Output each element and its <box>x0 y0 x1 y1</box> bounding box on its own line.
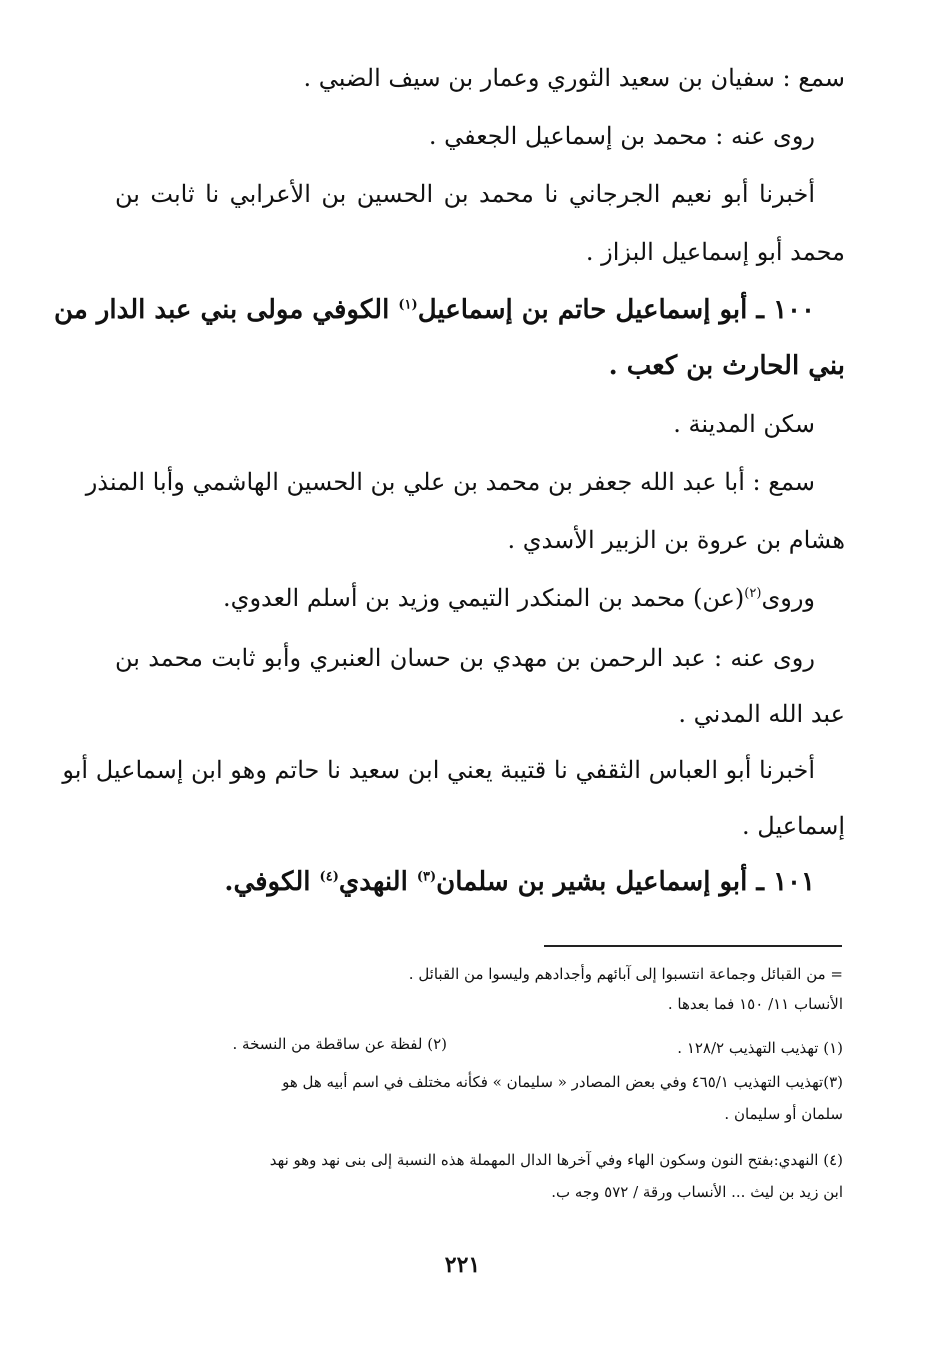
text-line: إسماعيل . <box>742 812 845 840</box>
footnote-ref-4: (٤) <box>319 869 339 885</box>
footnote-line: = من القبائل وجماعة انتسبوا إلى آبائهم وأجدادهم وليسوا من القبائل . <box>408 965 843 983</box>
text-line: سمع : أبا عبد الله جعفر بن محمد بن علي بن الحسين الهاشمي وأبا المنذر <box>85 468 815 496</box>
footnote-ref-3: (٣) <box>416 869 437 885</box>
footnote-2: (٢) لفظة عن ساقطة من النسخة . <box>232 1035 447 1053</box>
footnote-3: (٣)تهذيب التهذيب ٤٦٥/١ وفي بعض المصادر « سليمان » فكأنه مختلف في اسم أبيه هل هو <box>282 1073 843 1091</box>
footnote-divider <box>544 945 842 947</box>
footnote-line: سلمان أو سليمان . <box>724 1105 843 1123</box>
text-line: سكن المدينة . <box>673 410 815 438</box>
entry-100-heading <box>54 292 815 328</box>
footnote-line: ابن زيد بن ليث ... الأنساب ورقة / ٥٧٢ وجه ب. <box>551 1183 843 1201</box>
footnote-line: الأنساب ١١/ ١٥٠ فما بعدها . <box>667 995 843 1013</box>
text-line <box>223 580 815 616</box>
entry-100-heading-text: ١٠٠ ـ أبو إسماعيل حاتم بن إسماعيل <box>417 295 815 325</box>
text-line: عبد الله المدني . <box>678 700 845 728</box>
text-line: روى عنه : عبد الرحمن بن مهدي بن حسان العنبري وأبو ثابت محمد بن <box>115 644 815 672</box>
footnote-1: (١) تهذيب التهذيب ١٢٨/٢ . <box>677 1039 843 1057</box>
text-line: محمد أبو إسماعيل البزاز . <box>585 238 845 266</box>
text-segment: (عن) محمد بن المنكدر التيمي وزيد بن أسلم العدوي. <box>223 584 745 612</box>
text-line: أخبرنا أبو نعيم الجرجاني نا محمد بن الحسين بن الأعرابي نا ثابت بن <box>115 180 815 208</box>
text-line: أخبرنا أبو العباس الثقفي نا قتيبة يعني ابن سعيد نا حاتم وهو ابن إسماعيل أبو <box>62 756 815 784</box>
entry-101-heading-text: ١٠١ ـ أبو إسماعيل بشير بن سلمان <box>436 867 815 897</box>
text-line: هشام بن عروة بن الزبير الأسدي . <box>507 526 845 554</box>
text-segment: وروى <box>761 584 815 612</box>
footnote-ref-1: (١) <box>398 297 418 313</box>
entry-101-heading <box>224 864 815 900</box>
entry-101-heading-text: النهدي <box>338 867 417 897</box>
footnote-4: (٤) النهدي:بفتح النون وسكون الهاء وفي آخرها الدال المهملة هذه النسبة إلى بنى نهد وهو نهد <box>269 1151 843 1169</box>
entry-101-heading-text: الكوفي. <box>224 867 320 897</box>
page-number: ٢٢١ <box>444 1252 481 1278</box>
text-line: روى عنه : محمد بن إسماعيل الجعفي . <box>428 122 815 150</box>
entry-100-heading-text: الكوفي مولى بني عبد الدار من <box>54 295 399 325</box>
text-line: سمع : سفيان بن سعيد الثوري وعمار بن سيف الضبي . <box>303 64 845 92</box>
entry-100-heading-cont: بني الحارث بن كعب . <box>608 351 845 381</box>
footnote-ref-2: (٢) <box>744 586 762 601</box>
